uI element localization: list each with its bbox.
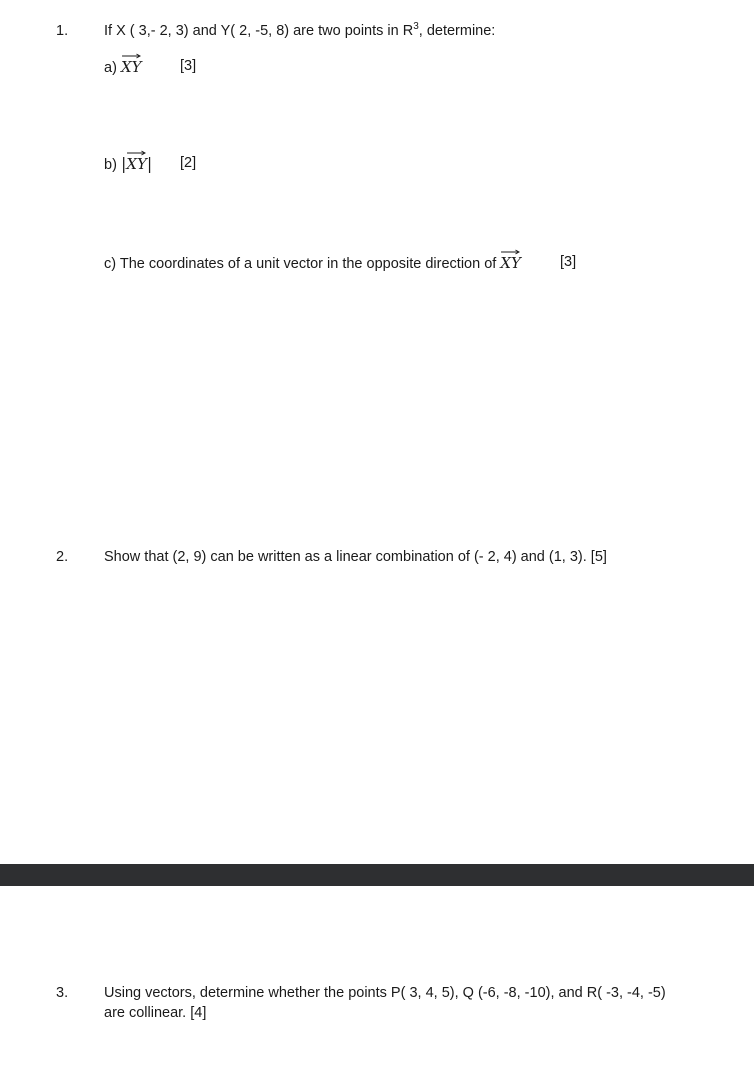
vector-xy-b-text: XY	[126, 155, 147, 173]
question-1-number: 1.	[56, 23, 69, 39]
page-2	[0, 886, 754, 1088]
question-1c	[104, 252, 521, 274]
question-1b	[104, 153, 152, 175]
question-1a	[104, 56, 142, 78]
question-1-prompt-text: If X ( 3,- 2, 3) and Y( 2, -5, 8) are two points in R	[104, 23, 414, 39]
question-1c-marks: [3]	[560, 254, 577, 270]
question-3-number: 3.	[56, 985, 69, 1001]
page-separator	[0, 864, 754, 886]
question-1c-label: c)	[104, 256, 117, 272]
question-3-text: Using vectors, determine whether the points P( 3, 4, 5), Q (-6, -8, -10), and R( -3, -4, -5) are collinear. [4]	[104, 985, 666, 1021]
question-1-prompt-end: , determine:	[418, 23, 496, 39]
question-1c-text: The coordinates of a unit vector in the opposite direction of	[119, 256, 497, 272]
vector-arrow-icon	[121, 53, 142, 59]
vector-xy-c-text: XY	[500, 254, 521, 272]
question-2-number: 2.	[56, 549, 69, 565]
question-1b-marks: [2]	[180, 155, 197, 171]
vector-xy-a	[121, 56, 142, 76]
question-1-prompt	[104, 21, 495, 41]
vector-arrow-icon	[126, 150, 147, 156]
question-1a-marks: [3]	[180, 58, 197, 74]
abs-bar-right: |	[146, 154, 153, 173]
vector-xy-a-text: XY	[120, 58, 142, 76]
vector-xy-c	[500, 252, 521, 272]
question-1a-label: a)	[104, 60, 117, 76]
abs-bar-left: |	[120, 154, 127, 173]
question-2-text: Show that (2, 9) can be written as a linear combination of (- 2, 4) and (1, 3). [5]	[104, 549, 607, 565]
question-1b-label: b)	[104, 157, 117, 173]
vector-xy-b	[126, 153, 147, 173]
question-1-exponent: 3	[413, 21, 419, 32]
vector-arrow-icon	[500, 249, 521, 255]
